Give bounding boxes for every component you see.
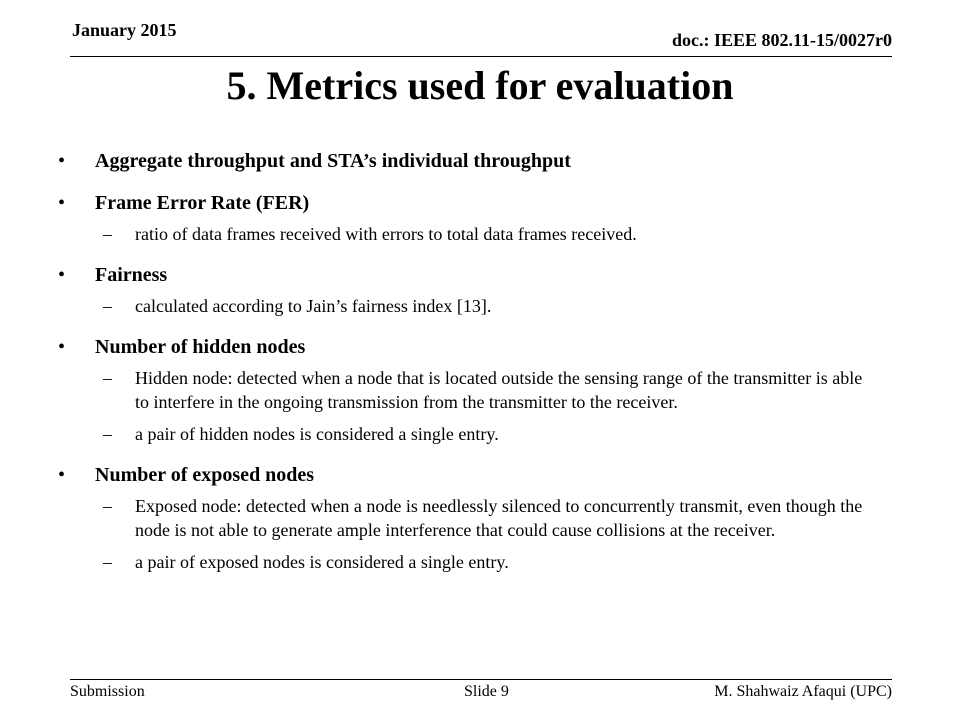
- bullet-marker: •: [58, 336, 66, 358]
- footer-submission: Submission: [70, 683, 145, 700]
- bullet-marker: •: [58, 192, 66, 214]
- header-doc-id: doc.: IEEE 802.11-15/0027r0: [671, 30, 892, 50]
- dash-marker: –: [103, 368, 112, 388]
- sub-item-text: ratio of data frames received with errors to total data frames received.: [135, 224, 637, 244]
- header-date: January 2015: [72, 20, 177, 40]
- sub-item-text: Exposed node: detected when a node is needlessly silenced to concurrently transmit, even though the node is not able to generate ample interference that could cause collisions at the receiver.: [135, 496, 863, 540]
- sub-item: [103, 422, 868, 446]
- bullet-item-exposed-nodes: [58, 462, 868, 488]
- bullet-text: Number of hidden nodes: [95, 336, 306, 358]
- bullet-text: Fairness: [95, 264, 168, 286]
- dash-marker: –: [103, 424, 112, 444]
- footer-slide-number: Slide 9: [464, 683, 509, 700]
- dash-marker: –: [103, 296, 112, 316]
- sub-item: [103, 366, 868, 414]
- bullet-marker: •: [58, 150, 66, 172]
- bullet-marker: •: [58, 264, 66, 286]
- bullet-item-fer: [58, 190, 868, 216]
- sub-item: [103, 222, 868, 246]
- footer-divider: [70, 679, 892, 680]
- sub-item-text: a pair of hidden nodes is considered a single entry.: [135, 424, 499, 444]
- sub-item: [103, 550, 868, 574]
- footer-author: M. Shahwaiz Afaqui (UPC): [714, 683, 892, 700]
- bullet-marker: •: [58, 464, 66, 486]
- sub-item-text: Hidden node: detected when a node that is located outside the sensing range of the transmitter is able to interfere in the ongoing transmission from the transmitter to the receiver.: [135, 368, 863, 412]
- sub-item-text: a pair of exposed nodes is considered a single entry.: [135, 552, 509, 572]
- sub-item-text: calculated according to Jain’s fairness index [13].: [135, 296, 492, 316]
- sub-item: [103, 494, 868, 542]
- bullet-text: Aggregate throughput and STA’s individual throughput: [95, 150, 571, 172]
- dash-marker: –: [103, 552, 112, 572]
- header-divider: [70, 56, 892, 57]
- bullet-item-fairness: [58, 262, 868, 288]
- bullet-text: Frame Error Rate (FER): [95, 192, 310, 214]
- dash-marker: –: [103, 224, 112, 244]
- bullet-item-throughput: [58, 148, 868, 174]
- bullet-item-hidden-nodes: [58, 334, 868, 360]
- bullet-list: [58, 148, 868, 574]
- bullet-text: Number of exposed nodes: [95, 464, 315, 486]
- slide-title: 5. Metrics used for evaluation: [226, 63, 734, 108]
- sub-item: [103, 294, 868, 318]
- dash-marker: –: [103, 496, 112, 516]
